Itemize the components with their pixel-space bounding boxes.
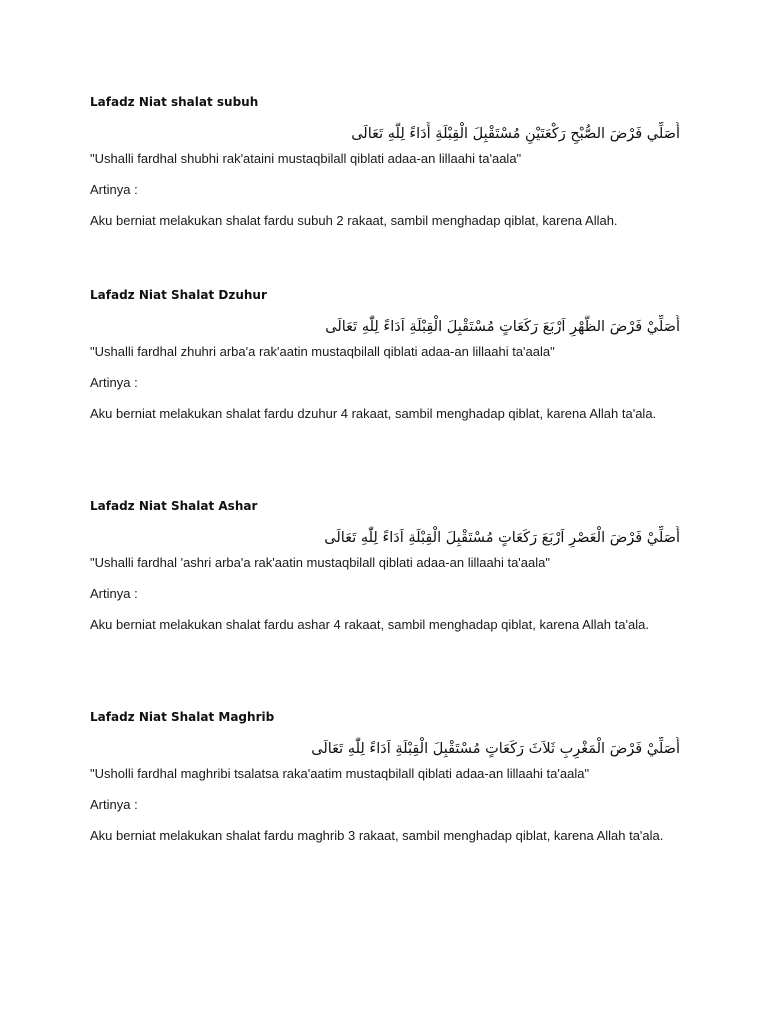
- section-heading: Lafadz Niat Shalat Maghrib: [90, 710, 275, 724]
- meaning-text: Aku berniat melakukan shalat fardu maghrib 3 rakaat, sambil menghadap qiblat, karena Allah ta'ala.: [90, 828, 664, 843]
- transliteration-text: "Usholli fardhal maghribi tsalatsa raka'aatim mustaqbilall qiblati adaa-an lillaahi ta'aala": [90, 766, 590, 781]
- meaning-text: Aku berniat melakukan shalat fardu ashar 4 rakaat, sambil menghadap qiblat, karena Allah ta'ala.: [90, 617, 649, 632]
- artinya-label: Artinya :: [90, 375, 138, 390]
- arabic-niat-text: أُصَلِّيْ فَرْضَ الظُّهْرِ اَرْبَعَ رَكَعَاتٍ مُسْتَقْبِلَ الْقِبْلَةِ اَدَاءً لِلّٰهِ تَعَالَى: [325, 319, 680, 335]
- section-heading: Lafadz Niat Shalat Dzuhur: [90, 288, 267, 302]
- section-heading: Lafadz Niat Shalat Ashar: [90, 499, 258, 513]
- artinya-label: Artinya :: [90, 182, 138, 197]
- transliteration-text: "Ushalli fardhal 'ashri arba'a rak'aatin mustaqbilall qiblati adaa-an lillaahi ta'aala": [90, 555, 550, 570]
- section-subuh: [90, 94, 680, 231]
- meaning-text: Aku berniat melakukan shalat fardu dzuhur 4 rakaat, sambil menghadap qiblat, karena Allah ta'ala.: [90, 406, 657, 421]
- section-ashar: [90, 498, 680, 635]
- artinya-label: Artinya :: [90, 797, 138, 812]
- section-dzuhur: [90, 287, 680, 424]
- transliteration-text: "Ushalli fardhal shubhi rak'ataini mustaqbilall qiblati adaa-an lillaahi ta'aala": [90, 151, 522, 166]
- arabic-niat-text: أُصَلِّيْ فَرْضَ الْمَغْرِبِ ثَلاَثَ رَكَعَاتٍ مُسْتَقْبِلَ الْقِبْلَةِ اَدَاءً لِلّٰهِ تَعَالَى: [311, 741, 680, 757]
- meaning-text: Aku berniat melakukan shalat fardu subuh 2 rakaat, sambil menghadap qiblat, karena Allah.: [90, 213, 618, 228]
- transliteration-text: "Ushalli fardhal zhuhri arba'a rak'aatin mustaqbilall qiblati adaa-an lillaahi ta'aala": [90, 344, 555, 359]
- section-maghrib: [90, 709, 680, 846]
- section-heading: Lafadz Niat shalat subuh: [90, 95, 259, 109]
- artinya-label: Artinya :: [90, 586, 138, 601]
- arabic-niat-text: أُصَلِّي فَرْضَ الصُّبْحِ رَكْعَتَيْنِ مُسْتَقْبِلَ الْقِبْلَةِ أَدَاءً لِلَّهِ تَعَالَى: [351, 126, 680, 142]
- arabic-niat-text: أُصَلِّيْ فَرْضَ الْعَصْرِ اَرْبَعَ رَكَعَاتٍ مُسْتَقْبِلَ الْقِبْلَةِ اَدَاءً لِلّٰهِ تَعَالَى: [324, 530, 680, 546]
